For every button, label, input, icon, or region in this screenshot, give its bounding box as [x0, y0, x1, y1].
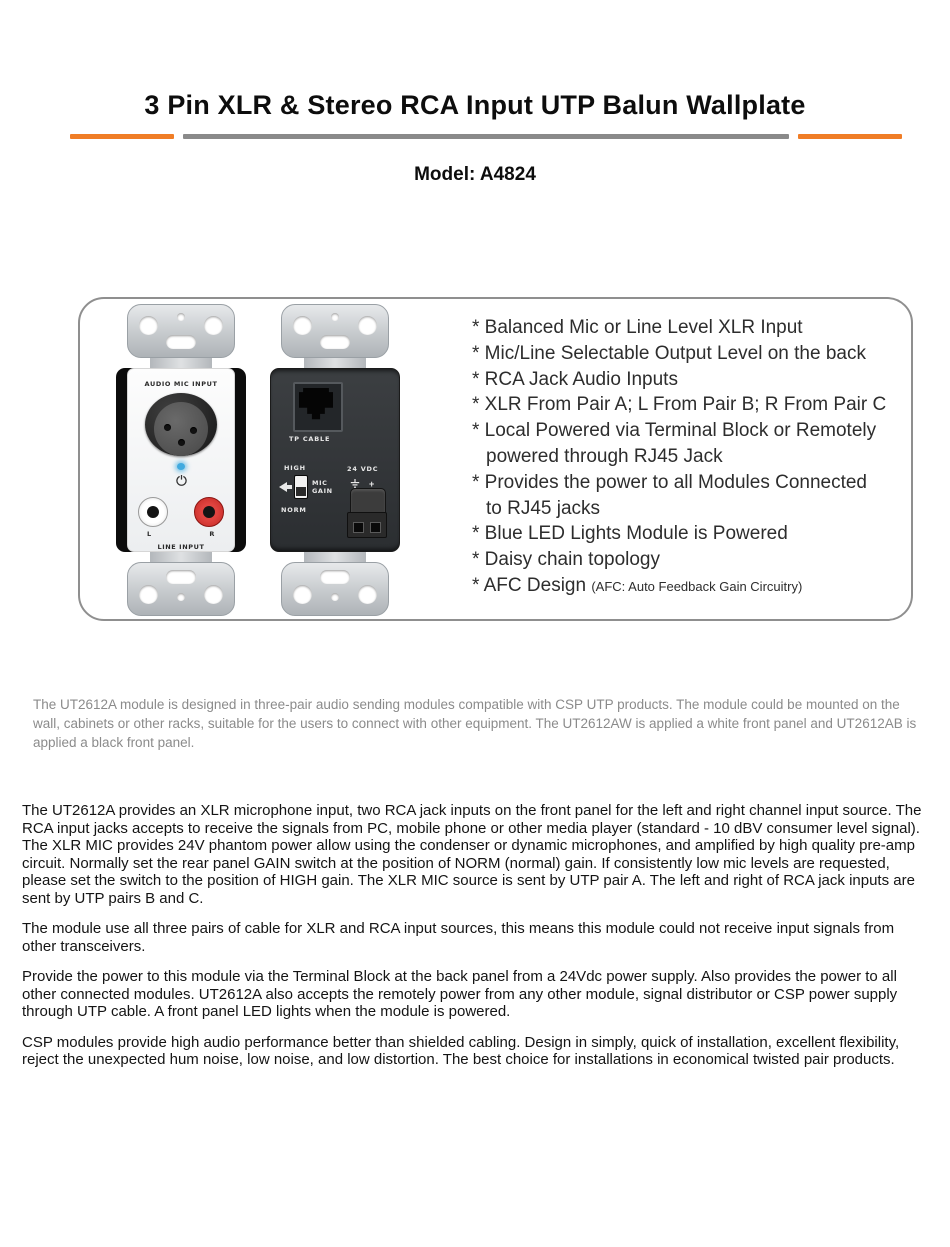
wallplate-front-view [116, 304, 246, 616]
divider-orange-right [798, 134, 902, 139]
front-panel-face [127, 368, 235, 552]
overview-paragraph: The UT2612A module is designed in three-pair audio sending modules compatible with CSP UTP products. The module could be mounted on the wall, cabinets or other racks, suitable for the users to connect with other equipment. The UT2612AW is applied a white front panel and UT2612AB is applied a black front panel. [33, 697, 917, 750]
power-icon [176, 473, 187, 491]
bracket-hole-icon [331, 313, 339, 321]
body-paragraph-3: Provide the power to this module via the Terminal Block at the back panel from a 24Vdc power supply. Also provides the power to all other connected modules. UT2612A also accepts the remotely power from any other module, signal distributor or CSP power supply through UTP cable. A front panel LED lights when the module is powered. [22, 968, 898, 1020]
gain-high-label: HIGH [284, 464, 306, 472]
rca-jack-right-icon [194, 497, 224, 527]
feature-item: * AFC Design (AFC: Auto Feedback Gain Circuitry) [472, 574, 803, 596]
bracket-hole-icon [177, 593, 185, 601]
feature-item-note: (AFC: Auto Feedback Gain Circuitry) [591, 578, 803, 594]
terminal-port-icon [370, 522, 381, 533]
feature-item: * Provides the power to all Modules Connected to RJ45 jacks [472, 470, 902, 522]
description-section [22, 802, 928, 1069]
xlr-connector-icon [145, 393, 217, 456]
feature-item: * XLR From Pair A; L From Pair B; R From Pair C [472, 394, 887, 416]
feature-item: * Balanced Mic or Line Level XLR Input [472, 317, 803, 338]
plus-polarity-label: + [369, 478, 375, 489]
terminal-block-icon [347, 488, 387, 540]
mic-gain-label: MIC [312, 479, 328, 487]
power-led-icon [177, 463, 185, 470]
feature-item-continuation: powered through RJ45 Jack [486, 445, 723, 467]
feature-item: * Blue LED Lights Module is Powered [472, 523, 788, 545]
body-paragraph-4: CSP modules provide high audio performance better than shielded cabling. Design in simply, quick of installation, excellent flexibility, reject the unexpected hum noise, low noise, and low distortion. The best choice for installations in economical twisted pair products. [22, 1033, 900, 1068]
bracket-hole-icon [293, 316, 312, 335]
tp-cable-label: TP CABLE [289, 435, 331, 443]
bracket-slot-icon [166, 335, 196, 349]
divider-gray-center [183, 134, 789, 139]
feature-item: * Local Powered via Terminal Block or Remotely powered through RJ45 Jack [472, 418, 902, 470]
terminal-port-icon [353, 522, 364, 533]
mounting-bracket-top-icon [281, 304, 389, 358]
mic-gain-switch-icon [294, 475, 308, 499]
bracket-strap-icon [150, 358, 212, 368]
feature-item: * Daisy chain topology [472, 549, 660, 571]
rj45-jack-icon [293, 382, 343, 432]
bracket-strap-icon [304, 358, 366, 368]
page-title: 3 Pin XLR & Stereo RCA Input UTP Balun Wallplate [144, 90, 806, 120]
gain-norm-label: NORM [281, 506, 307, 514]
gain-switch-arrow-icon [279, 482, 287, 492]
bracket-slot-icon [320, 570, 350, 584]
bracket-hole-icon [204, 585, 223, 604]
feature-list [472, 315, 902, 600]
rca-jack-left-icon [138, 497, 168, 527]
title-divider [70, 134, 902, 139]
rca-jacks [138, 497, 224, 527]
divider-orange-left [70, 134, 174, 139]
bracket-slot-icon [320, 335, 350, 349]
left-channel-label: L [147, 530, 152, 538]
gain-switch-arrow-icon [287, 485, 292, 489]
bracket-strap-icon [150, 552, 212, 562]
feature-item: * RCA Jack Audio Inputs [472, 368, 678, 390]
audio-mic-input-label: AUDIO MIC INPUT [144, 380, 218, 388]
bracket-slot-icon [166, 570, 196, 584]
wallplate-back-view [270, 304, 400, 616]
bracket-hole-icon [358, 585, 377, 604]
product-overview-box [78, 297, 913, 621]
bracket-hole-icon [139, 316, 158, 335]
power-24vdc-label: 24 VDC [347, 465, 379, 473]
bracket-hole-icon [204, 316, 223, 335]
mic-gain-label: GAIN [312, 487, 333, 495]
bracket-hole-icon [139, 585, 158, 604]
line-input-label: LINE INPUT [157, 543, 205, 551]
bracket-hole-icon [293, 585, 312, 604]
body-paragraph-2: The module use all three pairs of cable for XLR and RCA input sources, this means this module could not receive input signals from other transceivers. [22, 920, 895, 955]
back-panel [270, 368, 400, 552]
model-title: Model: A4824 [414, 164, 536, 185]
feature-item: * Mic/Line Selectable Output Level on the back [472, 342, 866, 364]
bracket-hole-icon [177, 313, 185, 321]
mounting-bracket-bottom-icon [281, 562, 389, 616]
bracket-strap-icon [304, 552, 366, 562]
front-panel [116, 368, 246, 552]
right-channel-label: R [209, 530, 215, 538]
bracket-hole-icon [331, 593, 339, 601]
body-paragraph-1: The UT2612A provides an XLR microphone input, two RCA jack inputs on the front panel for the left and right channel input source. The RCA input jacks accepts to receive the signals from PC, mobile phone or other media player (standard - 10 dBV consumer level signal). The XLR MIC provides 24V phantom power allow using the condenser or dynamic microphones, and amplified by high quality pre-amp circuit. Normally set the rear panel GAIN switch at the position of NORM (normal) gain. If consistently low mic levels are requested, please set the switch to the position of HIGH gain. The XLR MIC source is sent by UTP pair A. The left and right of RCA jack inputs are sent by UTP pairs B and C. [22, 802, 922, 907]
feature-item-continuation: to RJ45 jacks [486, 497, 601, 519]
mounting-bracket-top-icon [127, 304, 235, 358]
bracket-hole-icon [358, 316, 377, 335]
mounting-bracket-bottom-icon [127, 562, 235, 616]
